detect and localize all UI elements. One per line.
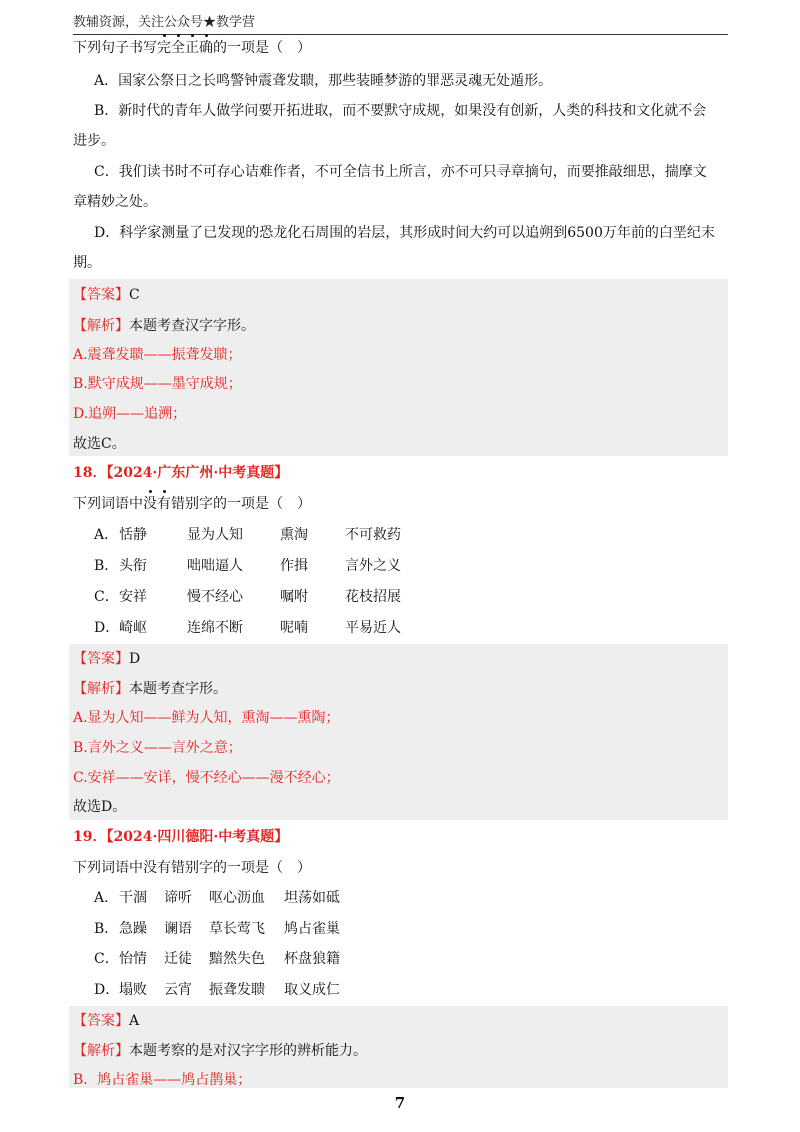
q18-option-c-row: C．安祥 慢不经心 嘱咐 花枝招展 [94, 589, 401, 605]
q17-option-d-line1: D．科学家测量了已发现的恐龙化石周围的岩层，其形成时间大约可以追朔到6500万年前的白垩纪末 [94, 225, 715, 241]
q18-answer-block [69, 644, 728, 820]
q17-answer: 【答案】C [73, 287, 140, 303]
q18-analysis-line-a: A.显为人知——鲜为人知，熏淘——熏陶； [73, 710, 340, 726]
q18-answer: 【答案】D [73, 651, 141, 667]
q17-analysis-line-a: A.震聋发聩——振聋发聩； [73, 347, 242, 363]
q19-title: 19．【2024·四川德阳·中考真题】 [73, 829, 289, 845]
q19-answer: 【答案】A [73, 1013, 140, 1029]
q17-option-c-line1: C．我们读书时不可存心诘难作者，不可全信书上所言，亦不可只寻章摘句，而要推敲细思，揣摩文 [94, 164, 707, 180]
q17-option-a: A．国家公祭日之长鸣警钟震聋发聩，那些装睡梦游的罪恶灵魂无处遁形。 [94, 73, 553, 89]
q19-stem: 下列词语中没有错别字的一项是（ ） [73, 860, 311, 876]
q18-option-d-row: D．崎岖 连绵不断 呢喃 平易近人 [94, 620, 401, 636]
q19-option-d-row: D．塌败 云宵 振聋发聩 取义成仁 [94, 982, 340, 998]
q19-analysis-line-b: B．鸠占雀巢——鸠占鹊巢； [73, 1072, 252, 1088]
q18-analysis-line-c: C.安祥——安详，慢不经心——漫不经心； [73, 770, 340, 786]
q18-option-a-row: A．恬静 显为人知 熏淘 不可救药 [94, 527, 401, 543]
q17-analysis-line-b: B.默守成规——墨守成规； [73, 376, 242, 392]
q17-conclusion: 故选C。 [73, 436, 126, 452]
q17-option-d-line2: 期。 [73, 255, 101, 271]
page-number: 7 [394, 1094, 406, 1112]
q17-analysis-line-d: D.追朔——追溯； [73, 406, 187, 422]
q19-analysis: 【解析】本题考察的是对汉字字形的辨析能力。 [73, 1043, 367, 1059]
q17-answer-block [69, 279, 728, 456]
q17-option-b-line2: 进步。 [73, 133, 115, 149]
page-header: 教辅资源，关注公众号★教学营 [73, 15, 256, 30]
q17-option-c-line2: 章精妙之处。 [73, 194, 157, 210]
q17-option-b-line1: B．新时代的青年人做学问要开拓进取，而不要默守成规，如果没有创新，人类的科技和文化就不会 [94, 103, 707, 119]
q18-conclusion: 故选D。 [73, 799, 127, 815]
q17-analysis: 【解析】本题考查汉字字形。 [73, 318, 255, 334]
q18-analysis-line-b: B.言外之义——言外之意； [73, 740, 242, 756]
header-divider [73, 34, 728, 35]
q18-stem: 下列词语中没有错别字的一项是（ ） [73, 496, 311, 512]
q18-analysis: 【解析】本题考查字形。 [73, 681, 227, 697]
q19-option-a-row: A．干涸 谛听 呕心沥血 坦荡如砥 [94, 890, 340, 906]
q18-title: 18．【2024·广东广州·中考真题】 [73, 465, 289, 481]
q18-option-b-row: B．头衔 咄咄逼人 作揖 言外之义 [94, 558, 401, 574]
q19-option-c-row: C．怡情 迁徒 黯然失色 杯盘狼籍 [94, 951, 340, 967]
q17-stem: 下列句子书写完全正确的一项是（ ） [73, 40, 311, 56]
q19-option-b-row: B．急躁 谰语 草长莺飞 鸠占雀巢 [94, 921, 340, 937]
